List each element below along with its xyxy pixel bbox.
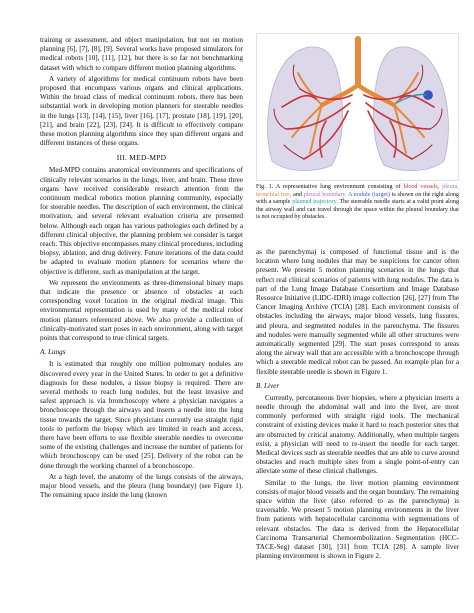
caption-fissures: pleural boundary.	[303, 191, 347, 198]
caption-post: The steerable needle starts at a valid point along the airway wall and can travel through the space within the pleural boundary that is not occupied by obstacles.	[256, 199, 459, 221]
caption-trajectory: planned trajectory.	[292, 199, 338, 206]
paragraph-med-mpd: Med-MPD contains anatomical environments and specifications of clinically relevant scenarios in the lungs, liver, and brain. These three organs have received considerable research attention from the continuum medical robotics motion planning community, especially for steerable needles. The description of each environment, the clinical motivation, and several relevant evaluation criteria are presented below. Although each organ has various pathologies each defined by a different clinical objective, the planning problem we consider is target reach. This objective encompasses many clinical procedures, including biopsy, ablation, and drug delivery. Future iterations of the data could be adapted to evaluate motion planners for scenarios where the objective is different, such as manipulation at the target.	[40, 166, 243, 276]
section-heading-med-mpd: III. MED-MPD	[116, 153, 167, 163]
right-column	[256, 248, 459, 562]
caption-label: Fig. 1.	[256, 184, 274, 190]
paragraph-liver-2: Similar to the lungs, the liver motion planning environment consists of major blood vessels and the organ boundary. The remaining space within the liver (also referred to as the parenchyma) is traversable. We present 5 motion planning environments in the liver from patients with hepatocellular carcinoma with segmentations of relevant obstacles. The data is derived from the Hepatocellular Carcinoma Transarterial Chemoembolization Segmentation (HCC-TACE-Seg) dataset [30], [31] from TCIA [28]. A sample liver planning environment is shown in Figure 2.	[256, 478, 459, 561]
paragraph-variety: A variety of algorithms for medical continuum robots have been proposed that encompass various organs and clinical applications. Within the broad class of medical continuum robots, there has been substantial work in developing motion planners for steerable needles in the lungs [13], [14], [15], liver [16], [17], prostate [18], [19], [20], [21], and brain [22], [23], [24]. It is difficult to effectively compare these motion planning algorithms since they span different organs and different instances of these organs.	[40, 74, 243, 148]
paragraph-lungs-continued: as the parenchyma) is composed of functional tissue and is the location where lung nodules that may be suspicious for cancer often present. We present 5 motion planning scenarios in the lungs that reflect real clinical scenarios of patients with lung nodules. The data is part of the Lung Image Database Consortium and Image Database Resource Initiative (LIDC-IDRI) image collection [26], [27] from The Cancer Imaging Archive (TCIA) [28]. Each environment consists of obstacles including the airways, major blood vessels, lung fissures, and pleura, and segmented nodules in the parenchyma. The fissures and nodules were manually segmented while all other structures were automatically segmented [29]. The start poses correspond to areas along the airway wall that are accessible with a bronchoscope through which a steerable medical robot can be passed. An example plan for a flexible steerable needle is shown in Figure 1.	[256, 248, 459, 376]
figure-lung-environment	[256, 33, 459, 181]
caption-nodule: A nodule (target)	[347, 191, 390, 198]
paragraph-lungs-1: It is estimated that roughly one million pulmonary nodules are discovered every year in the United States. In order to get a definitive diagnosis for these nodules, a tissue biopsy is required. There are several methods to reach lung nodules, but the least invasive and safest approach is via bronchoscopy where a physician navigates a bronchoscope through the airways and inserts a needle into the lung tissue towards the target. Since physicians currently use straight rigid tools to perform the biopsy which are limited in reach and access, there have been efforts to use flexible steerable needles to overcome some of the existing challenges and increase the number of patients for which bronchoscopy can be used [25]. Delivery of the robot can be done through the working channel of a bronchoscope.	[40, 360, 243, 470]
paragraph-liver-1: Currently, percutaneous liver biopsies, where a physician inserts a needle through the abdominal wall and into the liver, are most commonly performed with straight rigid tools. The mechanical constraint of existing devices make it hard to reach posterior sites that are obstructed by critical anatomy. Additionally, when multiple targets exist, a physician will need to re-insert the needle for each target. Medical devices such as steerable needles that are able to curve around obstacles and reach multiple sites from a single point-of-entry can alleviate some of these clinical challenges.	[256, 393, 459, 476]
subsection-heading-liver: B. Liver	[256, 381, 280, 390]
caption-vessels: blood vessels,	[403, 184, 440, 190]
paragraph-lungs-2: At a high level, the anatomy of the lungs consists of the airways, major blood vessels, and the pleura (lung boundary) (see Figure 1). The remaining space inside the lung (known	[40, 472, 243, 500]
caption-mid: is shown on the right along with a sample	[256, 191, 459, 206]
caption-and: and	[293, 191, 302, 198]
lung-render	[256, 33, 459, 181]
caption-pleura: pleura,	[442, 184, 459, 190]
caption-pre: A representative lung environment consisting of	[275, 184, 401, 190]
left-column	[40, 36, 243, 500]
subsection-heading-lungs: A. Lungs	[40, 348, 66, 357]
figure-caption	[256, 184, 459, 222]
caption-airways: bronchial tree,	[256, 191, 292, 198]
paragraph-intro-continued: training or assessment, and object manipulation, but not on motion planning [6], [7], [8], [9]. Several works have proposed simulators for medical robots [10], [11], [12], but there is so far not benchmarking dataset with which to compare different motion planning algorithms.	[40, 36, 243, 72]
paragraph-representation: We represent the environments as three-dimensional binary maps that indicate the presence or absence of obstacles at each corresponding voxel location in the original medical image. This environmental representation is used by many of the medical robot motion planners referenced above. We also provide a collection of clinically-motivated start poses in each environment, along with target points that correspond to true clinical targets.	[40, 278, 243, 343]
